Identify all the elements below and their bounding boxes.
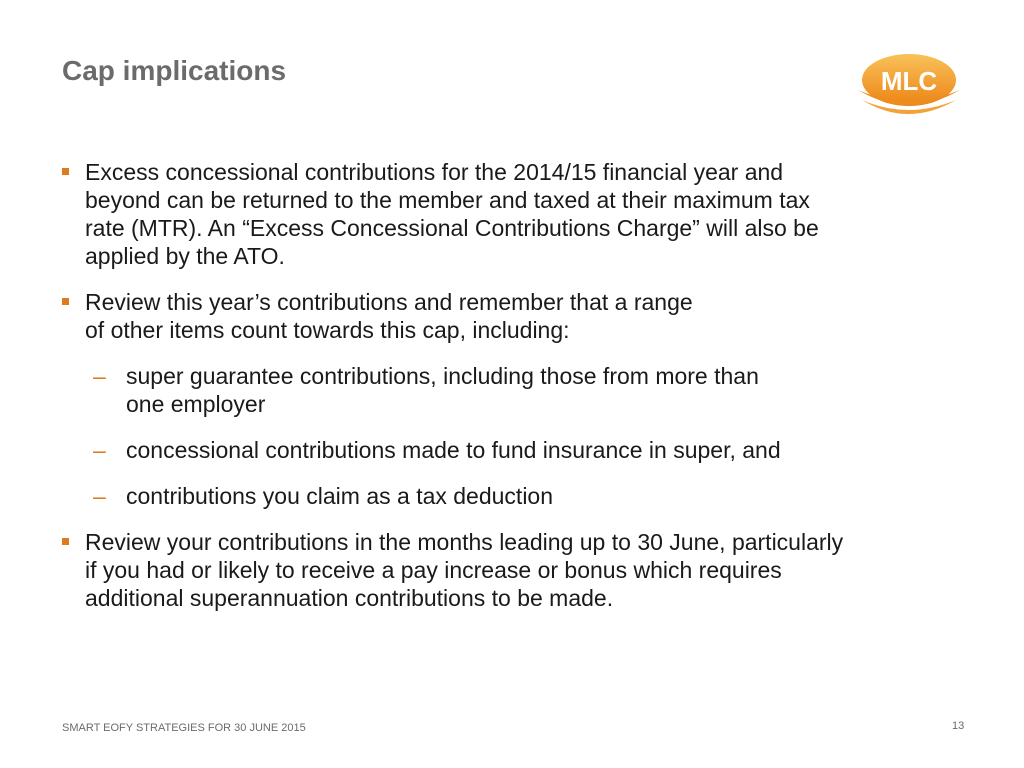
bullet-line: beyond can be returned to the member and taxed at their maximum tax	[85, 187, 810, 213]
bullet-line: Review your contributions in the months leading up to 30 June, particularly	[85, 529, 844, 555]
slide-title: Cap implications	[62, 55, 287, 86]
bullet-marker-icon	[62, 168, 69, 175]
bullet-line: of other items count towards this cap, including:	[85, 317, 570, 343]
dash-icon: –	[93, 363, 106, 389]
sub-bullet-line: concessional contributions made to fund insurance in super, and	[126, 437, 781, 463]
sub-bullet-line: super guarantee contributions, including those from more than	[126, 363, 759, 389]
bullet-item	[62, 528, 942, 612]
dash-icon: –	[93, 437, 106, 463]
bullet-line: rate (MTR). An “Excess Concessional Contributions Charge” will also be	[85, 215, 819, 241]
bullet-marker-icon	[62, 538, 69, 545]
bullet-line: if you had or likely to receive a pay increase or bonus which requires	[85, 557, 782, 583]
bullet-line: additional superannuation contributions to be made.	[85, 585, 614, 611]
sub-bullet-item	[39, 436, 942, 464]
sub-bullet-line: contributions you claim as a tax deduction	[126, 483, 554, 509]
mlc-logo	[852, 50, 964, 122]
bullet-line: Excess concessional contributions for the 2014/15 financial year and	[85, 159, 784, 185]
bullet-marker-icon	[62, 298, 69, 305]
sub-bullet-line: one employer	[126, 391, 266, 417]
logo-text: MLC	[880, 66, 938, 96]
bullet-line: applied by the ATO.	[85, 243, 285, 269]
slide-content	[62, 158, 942, 612]
sub-bullet-item	[39, 362, 942, 418]
page-number: 13	[952, 720, 965, 732]
dash-icon: –	[93, 483, 106, 509]
sub-bullet-item	[39, 482, 942, 510]
bullet-item	[62, 158, 942, 270]
footer-text: SMART EOFY STRATEGIES FOR 30 JUNE 2015	[62, 722, 306, 734]
bullet-item	[62, 288, 942, 344]
bullet-line: Review this year’s contributions and remember that a range	[85, 289, 693, 315]
